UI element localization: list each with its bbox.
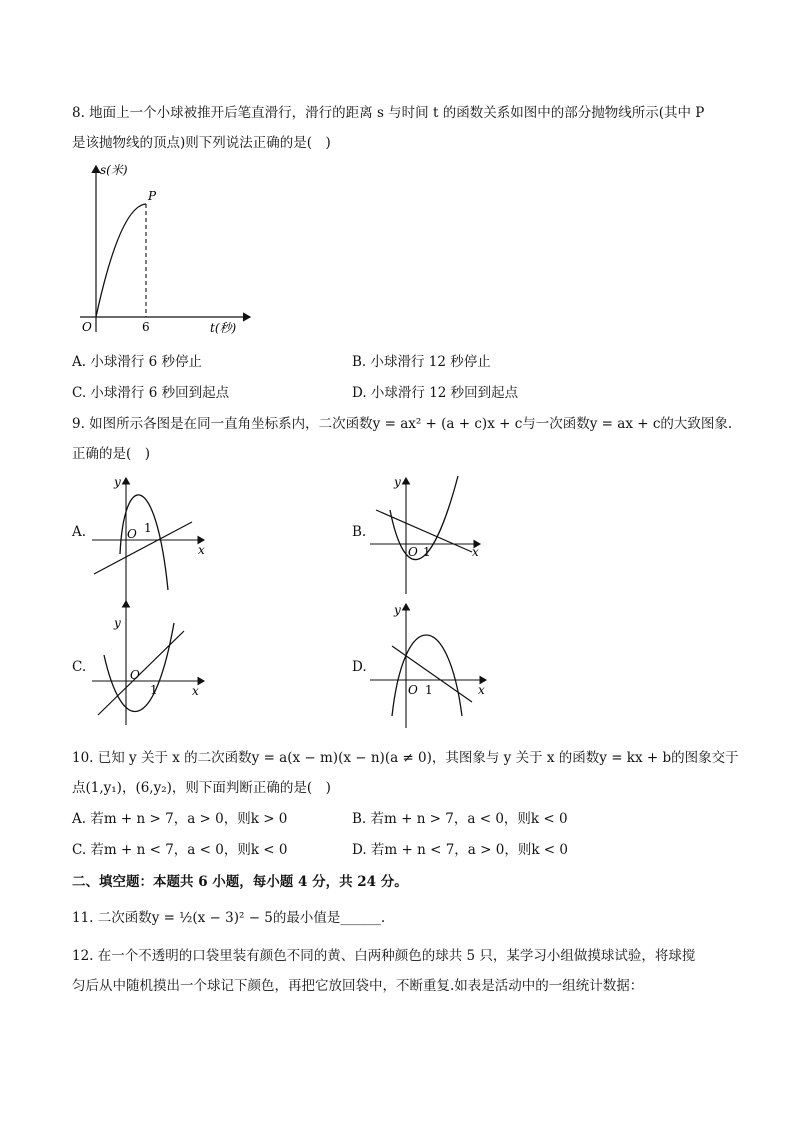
svg-text:1: 1	[423, 545, 431, 559]
q8-option-a[interactable]: A. 小球滑行 6 秒停止	[72, 354, 203, 370]
q9-graph-c[interactable]	[88, 595, 218, 730]
svg-text:x: x	[192, 684, 199, 698]
svg-text:x: x	[472, 545, 479, 559]
q9-graph-d[interactable]	[368, 598, 498, 733]
q9-c-line	[98, 631, 184, 715]
q10-option-d[interactable]: D. 若m + n < 7，a > 0，则k < 0	[352, 842, 568, 858]
q8-parabola	[96, 204, 146, 317]
q9-stem-line2: 正确的是( )	[72, 446, 151, 462]
svg-text:y: y	[394, 475, 401, 489]
q8-stem-line2: 是该抛物线的顶点)则下列说法正确的是( )	[72, 135, 331, 151]
svg-text:y: y	[394, 603, 401, 617]
q8-graph	[72, 160, 262, 340]
q11-stem: 11. 二次函数y = ½(x − 3)² − 5的最小值是______.	[72, 910, 386, 926]
q8-x-label: t(秒)	[210, 321, 237, 335]
q10-option-b[interactable]: B. 若m + n > 7，a < 0，则k < 0	[352, 811, 568, 827]
svg-text:x: x	[198, 543, 205, 557]
q8-option-c[interactable]: C. 小球滑行 6 秒回到起点	[72, 385, 230, 401]
svg-text:O: O	[408, 545, 418, 559]
q12-stem-line1: 12. 在一个不透明的口袋里装有颜色不同的黄、白两种颜色的球共 5 只，某学习小组做摸球试验，将球搅	[72, 948, 696, 964]
q9-graph-c-label: C.	[72, 659, 87, 675]
svg-text:x: x	[478, 683, 485, 697]
q9-d-parabola	[392, 635, 462, 716]
q10-stem-line1: 10. 已知 y 关于 x 的二次函数y = a(x − m)(x − n)(a ≠ 0)，其图象与 y 关于 x 的函数y = kx + b的图象交于	[72, 750, 739, 766]
svg-text:1: 1	[150, 683, 158, 697]
q9-graph-a[interactable]	[88, 470, 218, 610]
q10-option-c[interactable]: C. 若m + n < 7，a < 0，则k < 0	[72, 842, 288, 858]
q8-tick-6: 6	[142, 320, 150, 334]
svg-text:O: O	[408, 683, 418, 697]
svg-text:O: O	[130, 668, 140, 682]
section-title: 二、填空题：本题共 6 小题，每小题 4 分，共 24 分。	[72, 874, 408, 890]
q10-stem-line2: 点(1,y₁)，(6,y₂)，则下面判断正确的是( )	[72, 780, 331, 796]
svg-text:y: y	[114, 475, 121, 489]
q9-graph-a-label: A.	[72, 524, 87, 540]
q9-graph-b-label: B.	[352, 524, 367, 540]
svg-text:1: 1	[144, 521, 152, 535]
svg-text:O: O	[127, 527, 137, 541]
q8-option-d[interactable]: D. 小球滑行 12 秒回到起点	[352, 385, 519, 401]
q10-option-a[interactable]: A. 若m + n > 7，a > 0，则k > 0	[72, 811, 288, 827]
q8-option-b[interactable]: B. 小球滑行 12 秒停止	[352, 354, 491, 370]
q9-graph-b[interactable]	[368, 470, 488, 600]
svg-text:1: 1	[425, 683, 433, 697]
q8-y-label: s(米)	[100, 163, 128, 177]
q9-a-parabola	[120, 495, 168, 590]
q9-graph-d-label: D.	[352, 659, 367, 675]
q8-stem-line1: 8. 地面上一个小球被推开后笔直滑行，滑行的距离 s 与时间 t 的函数关系如图中的部分抛物线所示(其中 P	[72, 105, 705, 121]
svg-text:y: y	[114, 616, 121, 630]
q12-stem-line2: 匀后从中随机摸出一个球记下颜色，再把它放回袋中，不断重复.如表是活动中的一组统计数据：	[72, 978, 644, 994]
q8-origin: O	[82, 320, 92, 334]
q9-a-line	[94, 522, 192, 574]
q8-point-p: P	[148, 189, 157, 203]
q9-stem-line1: 9. 如图所示各图是在同一直角坐标系内，二次函数y = ax² + (a + c)x + c与一次函数y = ax + c的大致图象.	[72, 416, 733, 432]
